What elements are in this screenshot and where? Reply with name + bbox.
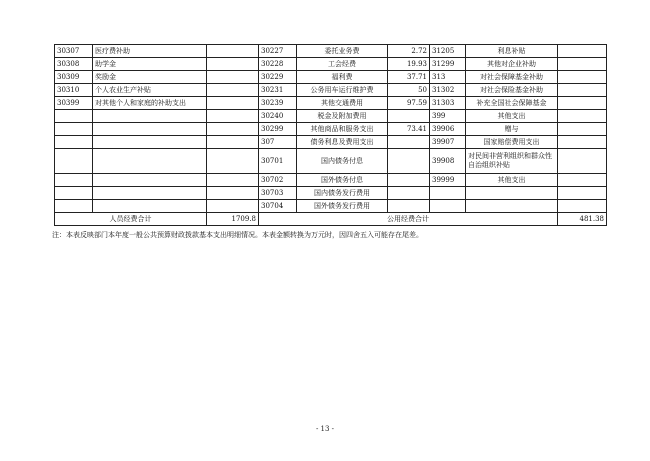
table-cell <box>207 174 259 187</box>
table-cell <box>430 200 466 213</box>
table-cell: 30227 <box>259 45 297 58</box>
table-cell <box>207 200 259 213</box>
table-row <box>55 174 607 187</box>
table-cell: 国家赔偿费用支出 <box>466 136 558 149</box>
table-cell <box>55 110 93 123</box>
table-cell <box>388 174 430 187</box>
table-cell: 赠与 <box>466 123 558 136</box>
table-cell: 39999 <box>430 174 466 187</box>
personnel-total-value: 1709.8 <box>207 213 259 226</box>
table-cell: 其他商品和服务支出 <box>297 123 388 136</box>
table-cell: 对民间非营利组织和群众性自治组织补贴 <box>466 149 558 174</box>
table-cell <box>93 174 207 187</box>
table-cell <box>55 174 93 187</box>
table-cell: 国外债务发行费用 <box>297 200 388 213</box>
table-cell: 国内债务发行费用 <box>297 187 388 200</box>
table-row <box>55 45 607 58</box>
table-cell: 399 <box>430 110 466 123</box>
public-total-label: 公用经费合计 <box>259 213 558 226</box>
table-body <box>55 45 607 213</box>
table-cell: 医疗费补助 <box>93 45 207 58</box>
table-cell: 对社会保障基金补助 <box>466 71 558 84</box>
table-cell <box>388 110 430 123</box>
table-cell <box>207 45 259 58</box>
table-cell: 委托业务费 <box>297 45 388 58</box>
table-cell: 30309 <box>55 71 93 84</box>
table-cell: 19.93 <box>388 58 430 71</box>
table-cell: 30704 <box>259 200 297 213</box>
personnel-total-label: 人员经费合计 <box>55 213 207 226</box>
table-cell <box>558 136 607 149</box>
table-cell <box>388 200 430 213</box>
table-cell: 30310 <box>55 84 93 97</box>
table-row <box>55 149 607 174</box>
table-cell <box>558 45 607 58</box>
table-cell: 50 <box>388 84 430 97</box>
table-cell <box>55 136 93 149</box>
table-cell: 39908 <box>430 149 466 174</box>
page-number: - 13 - <box>315 425 335 433</box>
table-cell <box>207 71 259 84</box>
table-cell: 97.59 <box>388 97 430 110</box>
public-total-value: 481.38 <box>558 213 607 226</box>
table-cell <box>93 149 207 174</box>
table-cell <box>207 84 259 97</box>
table-row <box>55 58 607 71</box>
table-cell: 奖励金 <box>93 71 207 84</box>
table-cell: 对社会保险基金补助 <box>466 84 558 97</box>
table-cell: 30307 <box>55 45 93 58</box>
table-row <box>55 187 607 200</box>
expenditure-detail-table <box>54 44 607 226</box>
table-cell <box>207 149 259 174</box>
table-cell: 补充全国社会保障基金 <box>466 97 558 110</box>
table-cell: 其他支出 <box>466 110 558 123</box>
table-cell <box>207 136 259 149</box>
table-cell: 39907 <box>430 136 466 149</box>
table-cell: 对其他个人和家庭的补助支出 <box>93 97 207 110</box>
table-cell <box>55 149 93 174</box>
table-cell: 福利费 <box>297 71 388 84</box>
table-cell: 30399 <box>55 97 93 110</box>
table-cell: 国内债务付息 <box>297 149 388 174</box>
table-row <box>55 71 607 84</box>
table-cell <box>388 187 430 200</box>
table-cell: 公务用车运行维护费 <box>297 84 388 97</box>
table-cell <box>388 136 430 149</box>
table-cell <box>93 200 207 213</box>
table-row <box>55 84 607 97</box>
table-cell <box>207 187 259 200</box>
table-cell <box>93 187 207 200</box>
table-cell <box>558 187 607 200</box>
table-cell: 30229 <box>259 71 297 84</box>
table-row <box>55 123 607 136</box>
table-cell: 39906 <box>430 123 466 136</box>
table-cell <box>558 174 607 187</box>
table-cell: 利息补贴 <box>466 45 558 58</box>
table-cell: 债务利息及费用支出 <box>297 136 388 149</box>
table-cell: 个人农业生产补贴 <box>93 84 207 97</box>
table-cell <box>93 136 207 149</box>
footnote: 注：本表反映部门本年度一般公共预算财政拨款基本支出明细情况。本表金额转换为万元时，因四舍五入可能存在尾差。 <box>52 231 423 239</box>
table-cell: 30231 <box>259 84 297 97</box>
table-row <box>55 200 607 213</box>
table-cell: 307 <box>259 136 297 149</box>
table-cell <box>558 58 607 71</box>
table-cell <box>207 97 259 110</box>
table-cell <box>558 71 607 84</box>
table-cell <box>93 110 207 123</box>
table-cell: 30703 <box>259 187 297 200</box>
table-cell: 31302 <box>430 84 466 97</box>
table-cell <box>55 123 93 136</box>
table-cell <box>558 97 607 110</box>
table-cell <box>558 149 607 174</box>
table-cell: 37.71 <box>388 71 430 84</box>
table-cell <box>430 187 466 200</box>
table-cell: 30702 <box>259 174 297 187</box>
table-cell: 国外债务付息 <box>297 174 388 187</box>
totals-row <box>55 213 607 226</box>
table-cell <box>466 187 558 200</box>
table-cell: 其他对企业补助 <box>466 58 558 71</box>
table-cell <box>466 200 558 213</box>
table-cell: 31299 <box>430 58 466 71</box>
table-cell <box>558 84 607 97</box>
table-cell <box>207 123 259 136</box>
table-cell <box>55 200 93 213</box>
table-cell: 税金及附加费用 <box>297 110 388 123</box>
table-cell: 其他支出 <box>466 174 558 187</box>
table-cell: 31205 <box>430 45 466 58</box>
table-cell <box>93 123 207 136</box>
table-cell: 73.41 <box>388 123 430 136</box>
table-cell: 30299 <box>259 123 297 136</box>
table-cell <box>207 110 259 123</box>
table-cell: 助学金 <box>93 58 207 71</box>
table-cell: 30308 <box>55 58 93 71</box>
table-cell: 30701 <box>259 149 297 174</box>
table-cell: 31303 <box>430 97 466 110</box>
table-cell: 30239 <box>259 97 297 110</box>
table-cell: 2.72 <box>388 45 430 58</box>
table-cell: 其他交通费用 <box>297 97 388 110</box>
table-cell: 313 <box>430 71 466 84</box>
table-cell <box>558 200 607 213</box>
table-cell <box>558 123 607 136</box>
table-row <box>55 136 607 149</box>
table-cell <box>207 58 259 71</box>
table-cell: 30228 <box>259 58 297 71</box>
table-cell <box>558 110 607 123</box>
table-row <box>55 110 607 123</box>
table-cell: 工会经费 <box>297 58 388 71</box>
table-cell <box>388 149 430 174</box>
table-cell <box>55 187 93 200</box>
table-cell: 30240 <box>259 110 297 123</box>
table-row <box>55 97 607 110</box>
